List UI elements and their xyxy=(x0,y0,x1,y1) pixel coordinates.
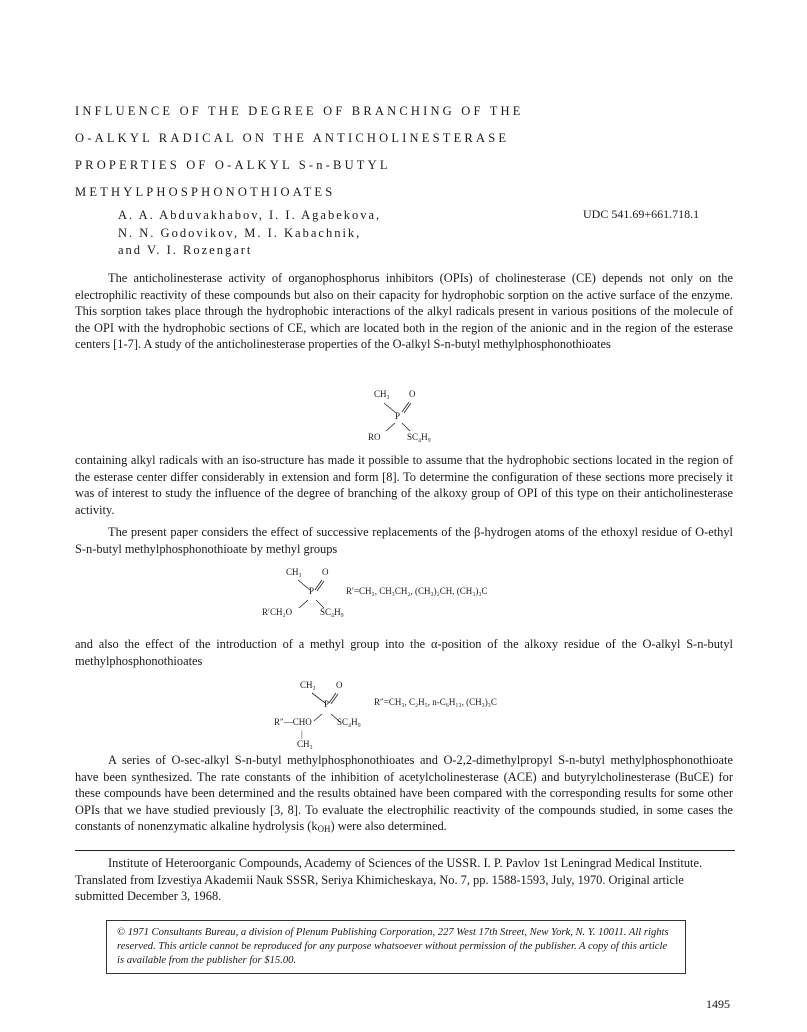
formula-general xyxy=(366,387,446,447)
ch3-label: CH₃ xyxy=(297,739,313,749)
bond-lines xyxy=(262,566,562,626)
butylthio-label: SC₄H₉ xyxy=(337,717,361,727)
paragraph-beta xyxy=(75,524,733,557)
author-line: A. A. Abduvakhabov, I. I. Agabekova, xyxy=(118,208,382,222)
title-line: METHYLPHOSPHONOTHIOATES xyxy=(75,185,336,199)
author-line: N. N. Godovikov, M. I. Kabachnik, xyxy=(118,225,362,240)
ch3-label: CH₃ xyxy=(286,567,302,577)
author-list xyxy=(118,207,381,260)
title-line: INFLUENCE OF THE DEGREE OF BRANCHING OF THE xyxy=(75,104,524,118)
butylthio-label: SC₄H₉ xyxy=(407,432,431,442)
paragraph-text: A series of O-sec-alkyl S-n-butyl methylphosphonothioates and O-2,2-dimethylpropyl S-n-butyl methylphosphonothioate have been synthesized. The rate constants of the inhibition of acetylcholinesterase (ACE) and butyrylcholinesterase (BuCE) for these compounds have been determined and the results obtained have been compared with the corresponding results for some other OPIs that we have studied previously [3, 8]. To evaluate the electrophilic reactivity of the compounds studied, in some cases the constants of nonenzymatic alkaline hydrolysis (k xyxy=(75,753,733,833)
subscript: OH xyxy=(317,824,331,834)
footnote-divider xyxy=(75,850,735,851)
formula-alpha-series xyxy=(274,680,574,752)
copyright-box xyxy=(106,920,686,974)
article-title xyxy=(75,98,524,206)
copyright-text: © 1971 Consultants Bureau, a division of Plenum Publishing Corporation, 227 West 17th Street, New York, N. Y. 10011. All rights reserved. This article cannot be reproduced for any purpose whatsoever without permission of the publisher. A copy of this article is available from the publisher for $15.00. xyxy=(117,927,669,966)
phosphorus-label: P xyxy=(324,699,330,709)
title-line: O-ALKYL RADICAL ON THE ANTICHOLINESTERASE xyxy=(75,131,510,145)
substituent-definitions: R′=CH₃, CH₃CH₂, (CH₃)₂CH, (CH₃)₃C xyxy=(346,586,488,596)
paragraph-text: The present paper considers the effect of successive replacements of the β-hydrogen atoms of the ethoxyl residue of O-ethyl S-n-butyl methylphosphonothioate by methyl groups xyxy=(75,525,733,556)
oxygen-label: O xyxy=(409,389,416,399)
phosphorus-label: P xyxy=(395,411,401,421)
alkoxy-label: R′CH₂O xyxy=(262,607,293,617)
bond-mark: | xyxy=(301,729,303,739)
alkoxy-label: R″—CHO xyxy=(274,717,312,727)
phosphorus-label: P xyxy=(309,586,315,596)
formula-beta-series xyxy=(262,566,562,626)
oxygen-label: O xyxy=(336,680,343,690)
paragraph-hypothesis xyxy=(75,452,733,518)
ch3-label: CH₃ xyxy=(300,680,316,690)
footnote xyxy=(75,855,735,905)
paragraph-alpha xyxy=(75,636,733,669)
paragraph-text: and also the effect of the introduction of a methyl group into the α-position of the alkoxy residue of the O-alkyl S-n-butyl methylphosphonothioates xyxy=(75,637,733,668)
udc-code: UDC 541.69+661.718.1 xyxy=(583,207,700,221)
oxygen-label: O xyxy=(322,567,329,577)
page-number: 1495 xyxy=(706,997,730,1011)
bond-lines xyxy=(274,680,574,752)
ch3-label: CH₃ xyxy=(374,389,390,399)
title-line: PROPERTIES OF O-ALKYL S-n-BUTYL xyxy=(75,158,391,172)
butylthio-label: SC₄H₉ xyxy=(320,607,344,617)
author-line: and V. I. Rozengart xyxy=(118,243,253,257)
paragraph-text: ) were also determined. xyxy=(330,819,447,833)
paragraph-synthesis xyxy=(75,752,733,838)
footnote-text: Institute of Heteroorganic Compounds, Academy of Sciences of the USSR. I. P. Pavlov 1st Leningrad Medical Institute. Translated from Izvestiya Akademii Nauk SSSR, Seriya Khimicheskaya, No. 7, pp. 1588-1593, July, 1970. Original article submitted December 3, 1968. xyxy=(75,856,703,903)
paragraph-intro xyxy=(75,270,733,353)
alkoxy-label: RO xyxy=(368,432,381,442)
paragraph-text: The anticholinesterase activity of organophosphorus inhibitors (OPIs) of cholinesterase (CE) depends not only on the electrophilic reactivity of these compounds but also on their capacity for hydrophobic sorption on the active surface of the enzyme. This sorption takes place through the hydrophobic interactions of the alkyl radicals present in various positions of the molecule of the OPI with the hydrophobic sections of CE, which are located both in the region of the anionic and in the region of the esterase centers [1-7]. A study of the anticholinesterase properties of the O-alkyl S-n-butyl methylphosphonothioates xyxy=(75,271,733,351)
substituent-definitions: R″=CH₃, C₂H₅, n-C₆H₁₃, (CH₃)₃C xyxy=(374,697,497,707)
paragraph-text: containing alkyl radicals with an iso-structure has made it possible to assume that the hydrophobic sections located in the region of the esterase center differ considerably in extension and form [8]. To determine the configuration of these sections more precisely it was of interest to study the influence of the degree of branching of the alkoxy group of OPI of this type on their anticholinesterase activity. xyxy=(75,453,733,517)
